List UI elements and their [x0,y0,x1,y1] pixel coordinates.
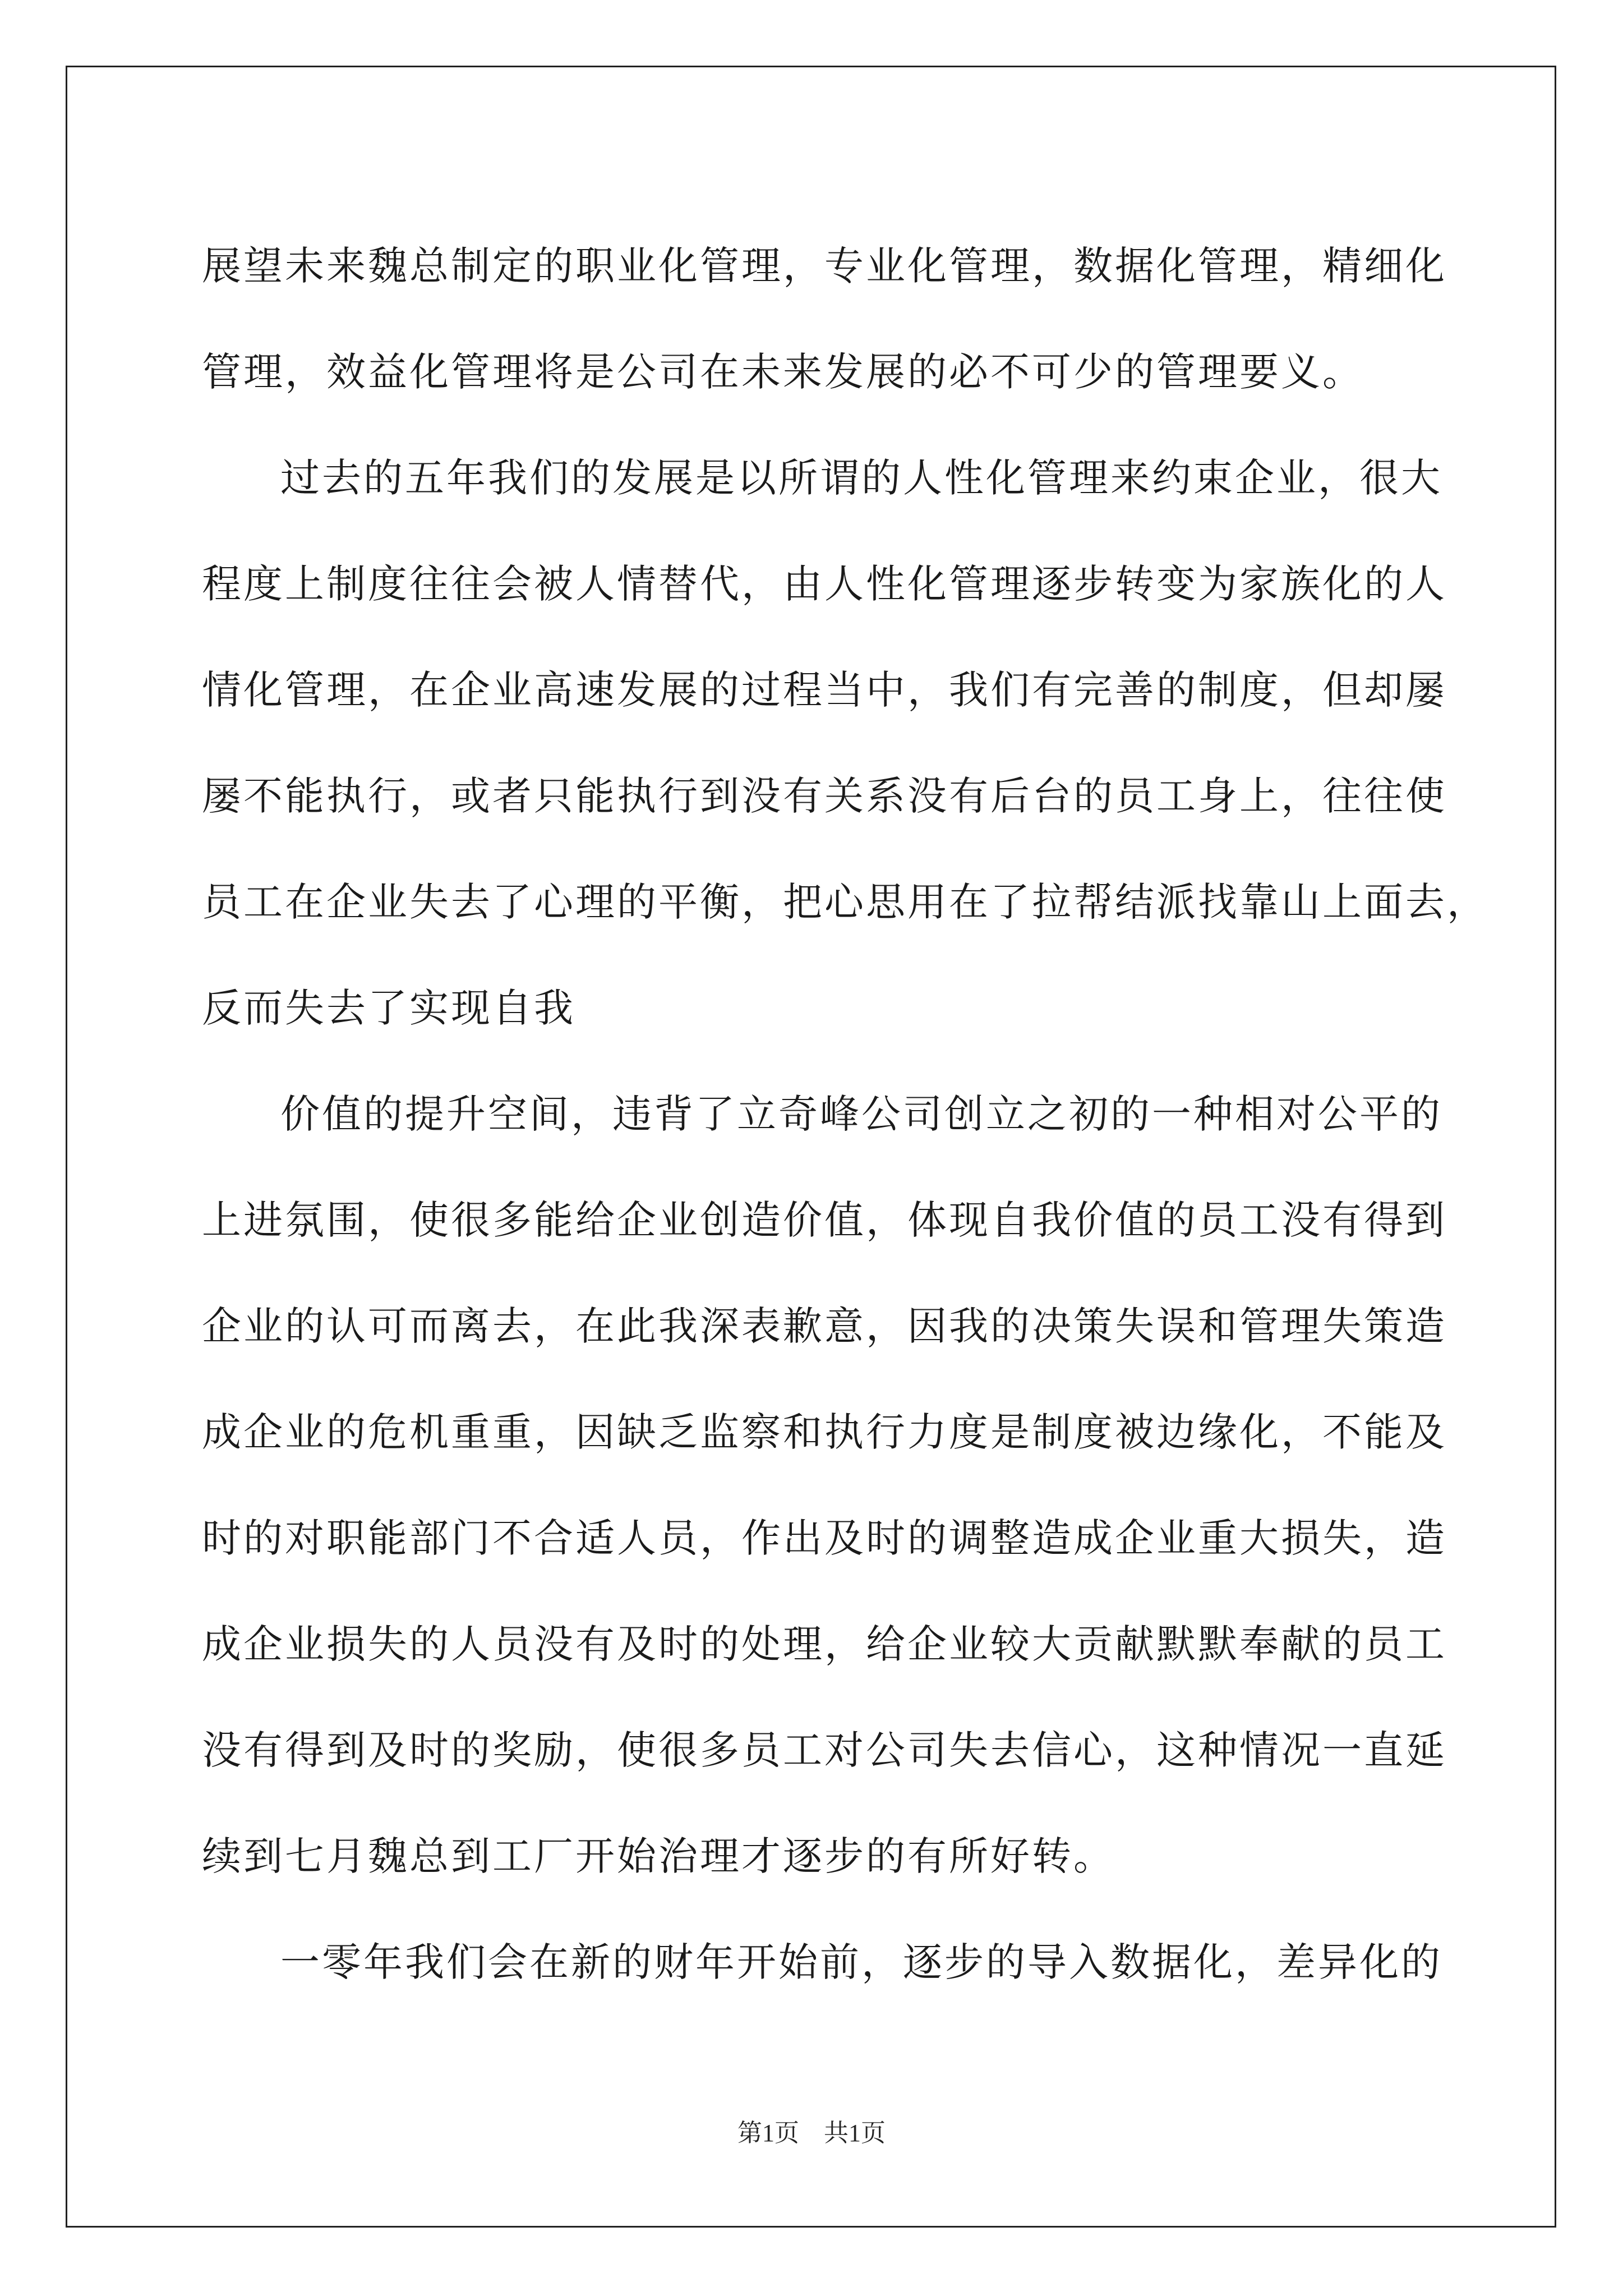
text-line: 一零年我们会在新的财年开始前，逐步的导入数据化，差异化的 [280,1939,1442,1985]
text-line: 反而失去了实现自我 [202,985,575,1031]
text-line: 过去的五年我们的发展是以所谓的人性化管理来约束企业，很大 [280,455,1442,501]
text-line: 没有得到及时的奖励，使很多员工对公司失去信心，这种情况一直延 [202,1727,1447,1773]
text-line: 程度上制度往往会被人情替代，由人性化管理逐步转变为家族化的人 [202,561,1447,607]
text-line: 员工在企业失去了心理的平衡，把心思用在了拉帮结派找靠山上面去， [202,879,1488,925]
text-line: 屡不能执行，或者只能执行到没有关系没有后台的员工身上，往往使 [202,773,1447,819]
text-line: 展望未来魏总制定的职业化管理，专业化管理，数据化管理，精细化 [202,243,1447,289]
text-line: 续到七月魏总到工厂开始治理才逐步的有所好转。 [202,1833,1115,1879]
text-line: 情化管理，在企业高速发展的过程当中，我们有完善的制度，但却屡 [202,667,1447,713]
text-line: 价值的提升空间，违背了立奇峰公司创立之初的一种相对公平的 [280,1091,1442,1137]
text-line: 成企业损失的人员没有及时的处理，给企业较大贡献默默奉献的员工 [202,1621,1447,1667]
text-line: 成企业的危机重重，因缺乏监察和执行力度是制度被边缘化，不能及 [202,1409,1447,1455]
text-line: 企业的认可而离去，在此我深表歉意，因我的决策失误和管理失策造 [202,1303,1447,1349]
text-line: 上进氛围，使很多能给企业创造价值，体现自我价值的员工没有得到 [202,1197,1447,1243]
page-number-footer: 第1页 共1页 [737,2119,886,2147]
text-line: 时的对职能部门不合适人员，作出及时的调整造成企业重大损失，造 [202,1515,1447,1561]
document-body [202,213,1488,2016]
text-line: 管理，效益化管理将是公司在未来发展的必不可少的管理要义。 [202,349,1364,395]
